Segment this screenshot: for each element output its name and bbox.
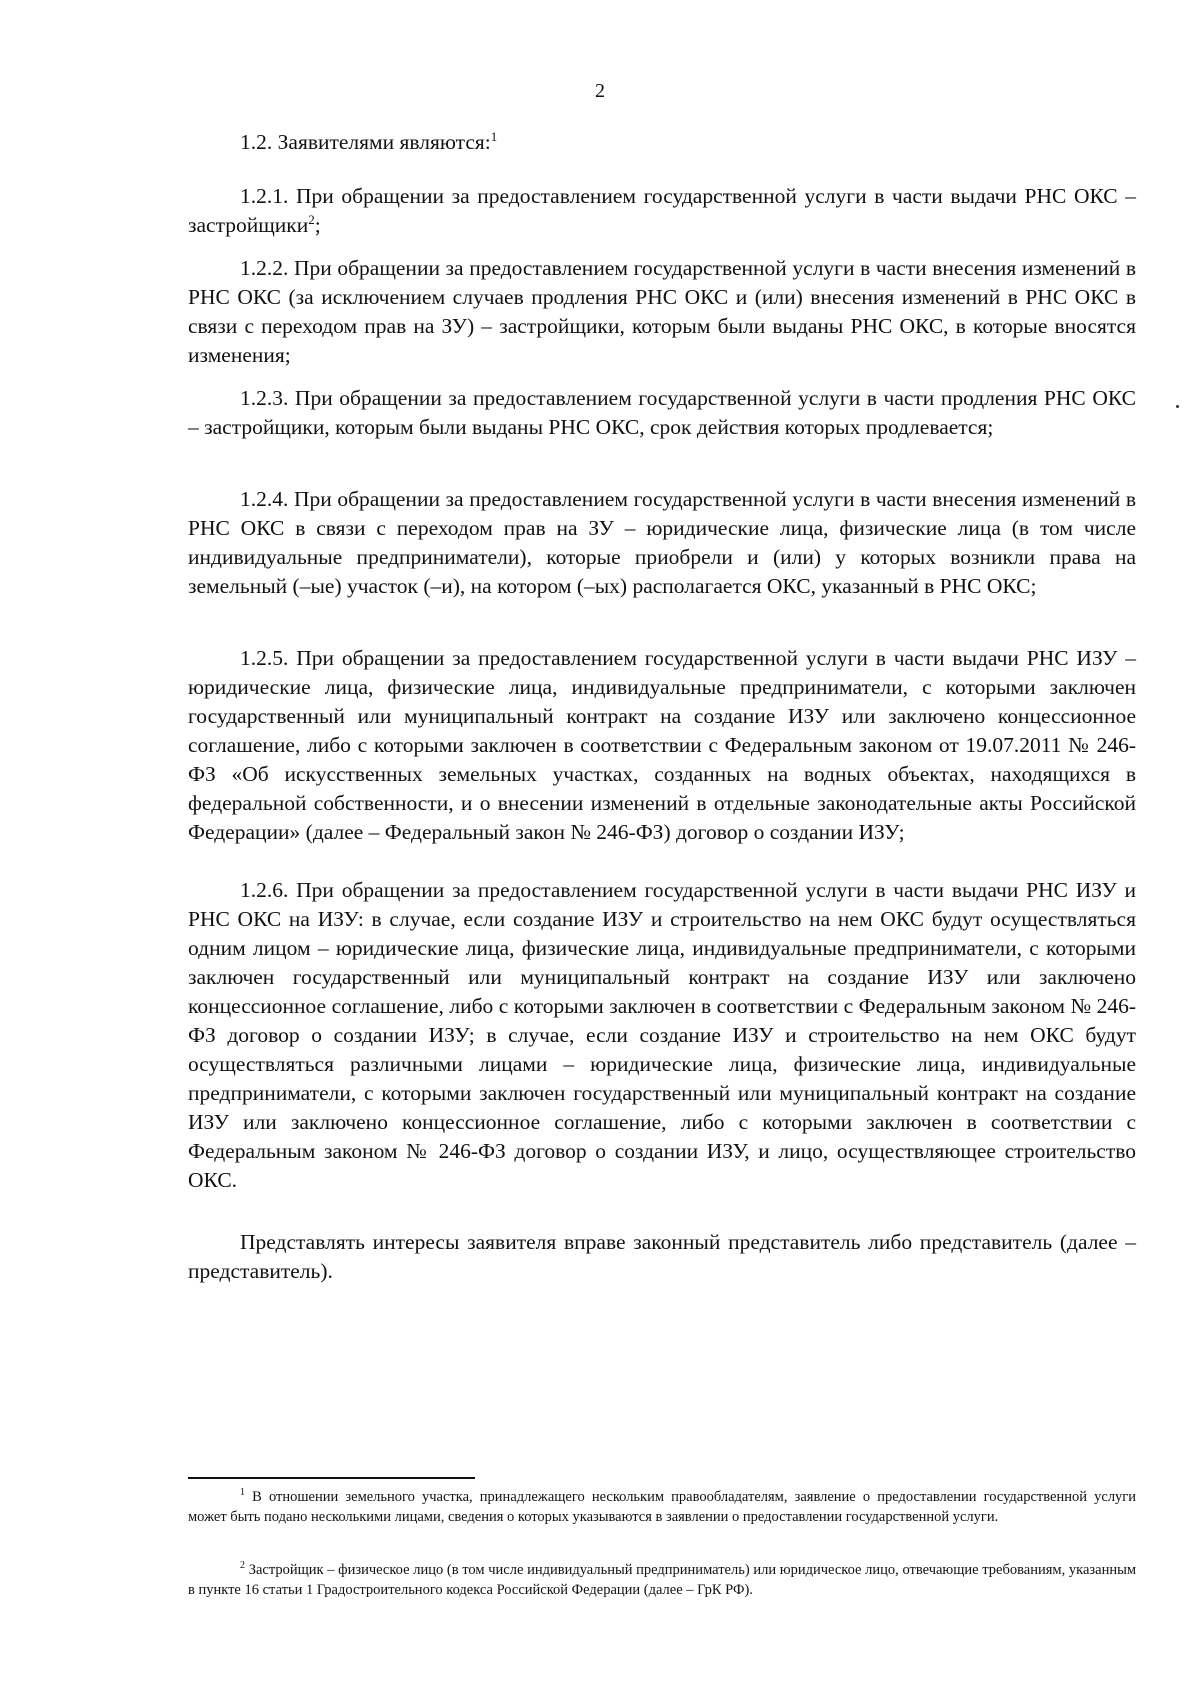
paragraph-1-2-1 (188, 182, 1136, 240)
paragraph-1-2-6: 1.2.6. При обращении за предоставлением государственной услуги в части выдачи РНС ИЗУ и РНС ОКС на ИЗУ: в случае, если создание ИЗУ и строительство на нем ОКС будут осуществляться одним лицом – юридические лица, физические лица, индивидуальные предприниматели, с которыми заключен государственный или муниципальный контракт на создание ИЗУ или заключено концессионное соглашение, либо с которыми заключен в соответствии с Федеральным законом № 246-ФЗ договор о создании ИЗУ; в случае, если создание ИЗУ и строительство на нем ОКС будут осуществляться различными лицами – юридические лица, физические лица, индивидуальные предприниматели, с которыми заключен государственный или муниципальный контракт на создание ИЗУ или заключено концессионное соглашение, либо с которыми заключен в соответствии с Федеральным законом № 246-ФЗ договор о создании ИЗУ, и лицо, осуществляющее строительство ОКС. (188, 878, 1136, 1192)
footnote-1 (188, 1487, 1136, 1527)
paragraph-text: 1.2. Заявителями являются: (240, 130, 491, 154)
footnote-mark-1: 1 (240, 1487, 245, 1499)
footnote-text: В отношении земельного участка, принадлежащего нескольким правообладателям, заявление о предоставлении государственной услуги может быть подано несколькими лицами, сведения о которых указываются в заявлении о предоставлении государственной услуги. (188, 1489, 1137, 1525)
page-number: 2 (595, 80, 605, 102)
paragraph-text: 1.2.1. При обращении за предоставлением государственной услуги в части выдачи РНС ОКС – застройщики (188, 184, 1136, 237)
paragraph-end: ; (314, 213, 321, 237)
scan-speck (1176, 405, 1179, 408)
paragraph-1-2 (188, 128, 1136, 157)
footnote-2 (188, 1560, 1136, 1600)
footnote-text: Застройщик – физическое лицо (в том числе индивидуальный предприниматель) или юридическое лицо, отвечающие требованиям, указанным в пункте 16 статьи 1 Градостроительного кодекса Российской Федерации (далее – ГрК РФ). (188, 1562, 1137, 1598)
footnote-mark-2: 2 (240, 1560, 245, 1572)
paragraph-representative: Представлять интересы заявителя вправе законный представитель либо представитель (далее – представитель). (188, 1230, 1136, 1283)
footnote-ref-2: 2 (308, 211, 315, 227)
footnote-separator (188, 1477, 475, 1479)
paragraph-1-2-3: 1.2.3. При обращении за предоставлением государственной услуги в части продления РНС ОКС – застройщики, которым были выданы РНС ОКС, срок действия которых продлевается; (188, 386, 1136, 439)
paragraph-1-2-5: 1.2.5. При обращении за предоставлением государственной услуги в части выдачи РНС ИЗУ – юридические лица, физические лица, индивидуальные предприниматели, с которыми заключен государственный или муниципальный контракт на создание ИЗУ или заключено концессионное соглашение, либо с которыми заключен в соответствии с Федеральным законом от 19.07.2011 № 246-ФЗ «Об искусственных земельных участках, созданных на водных объектах, находящихся в федеральной собственности, и о внесении изменений в отдельные законодательные акты Российской Федерации» (далее – Федеральный закон № 246-ФЗ) договор о создании ИЗУ; (188, 646, 1136, 844)
footnote-ref-1: 1 (490, 128, 498, 144)
paragraph-1-2-4: 1.2.4. При обращении за предоставлением государственной услуги в части внесения изменений в РНС ОКС в связи с переходом прав на ЗУ – юридические лица, физические лица (в том числе индивидуальные предприниматели), которые приобрели и (или) у которых возникли права на земельный (–ые) участок (–и), на котором (–ых) располагается ОКС, указанный в РНС ОКС; (188, 487, 1136, 598)
paragraph-1-2-2: 1.2.2. При обращении за предоставлением государственной услуги в части внесения изменений в РНС ОКС (за исключением случаев продления РНС ОКС и (или) внесения изменений в РНС ОКС в связи с переходом прав на ЗУ) – застройщики, которым были выданы РНС ОКС, в которые вносятся изменения; (188, 256, 1136, 367)
